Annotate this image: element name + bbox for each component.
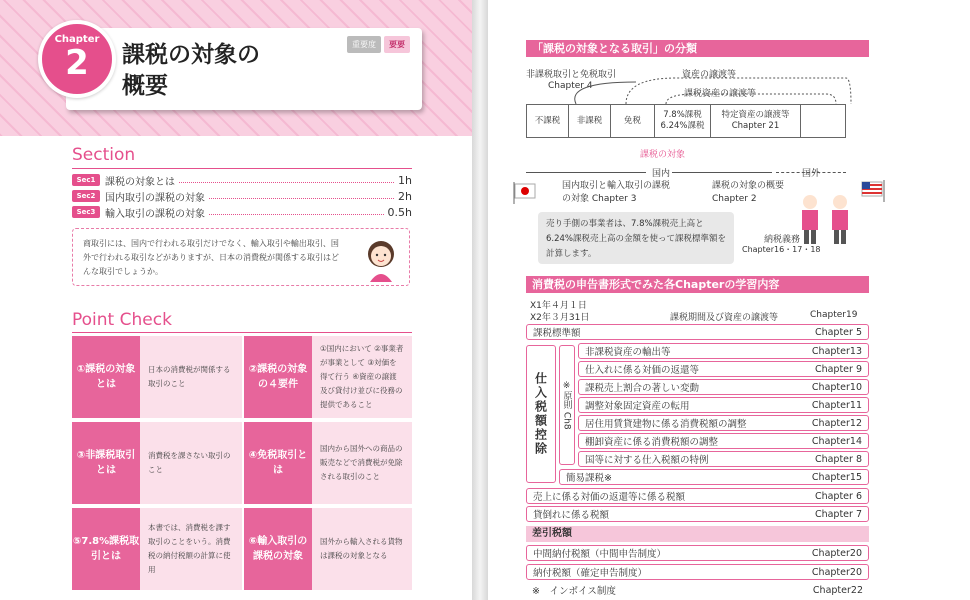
leader-line (209, 193, 394, 199)
section-tag: Sec3 (72, 206, 100, 218)
deducted-tax-heading: 差引税額 (526, 526, 869, 542)
label-domestic: 国内 (652, 169, 671, 179)
section-row (72, 172, 412, 188)
cell-blank (801, 105, 845, 137)
point-value: 国外から輸入される貨物は課税の対象となる (312, 508, 412, 590)
point-key: ④免税取引とは (244, 422, 312, 504)
row-label: 課税標準額 (533, 328, 581, 339)
japan-flag-icon (512, 182, 538, 204)
section-row (72, 188, 412, 204)
row-chapter: Chapter20 (811, 566, 862, 578)
row-chapter: Chapter10 (811, 381, 862, 393)
label-duty: 納税義務 (764, 235, 801, 245)
point-key: ②課税の対象の４要件 (244, 336, 312, 418)
row-chapter: Chapter 9 (814, 363, 862, 375)
label-ch4: Chapter 4 (548, 81, 593, 91)
row-interim (526, 545, 869, 561)
row-label: 非課税資産の輸出等 (585, 347, 671, 358)
row-chapter: Chapter 6 (814, 490, 862, 502)
row-chapter: Chapter14 (811, 435, 862, 447)
seller-note: 売り手側の事業者は、7.8%課税売上高と6.24%課税売上高の金額を使って課税標準額を計算します。 (538, 212, 734, 264)
classification-heading: 「課税の対象となる取引」の分類 (526, 40, 869, 57)
row-invoice (526, 582, 869, 598)
period-label: 課税期間及び資産の譲渡等 (670, 313, 779, 323)
row-label: ※ インボイス制度 (532, 586, 616, 597)
input-tax-credit-label: 仕入税額控除 (526, 345, 556, 483)
cell-nontaxable: 非課税 (569, 105, 611, 137)
chapter-number: 2 (65, 43, 89, 83)
cell-taxable-rates: 7.8%課税 6.24%課税 (655, 105, 711, 137)
label-taxable-transfer: 課税資産の譲渡等 (684, 89, 757, 99)
domestic-line-right (672, 172, 772, 173)
chapter-badge (38, 20, 116, 98)
period-chapter: Chapter19 (810, 310, 858, 320)
row-simplified (559, 469, 869, 485)
title-line-2: 概要 (122, 73, 168, 99)
row-state-special (578, 451, 869, 467)
section-divider (72, 168, 412, 169)
label-overview: 課税の対象の概要 Chapter 2 (712, 181, 785, 204)
cell-exempt: 免税 (611, 105, 655, 137)
row-inventory (578, 433, 869, 449)
point-value: 日本の消費税が関係する取引のこと (140, 336, 242, 418)
row-chapter: Chapter12 (811, 417, 862, 429)
girl-illustration-icon (360, 236, 402, 282)
learning-content-heading: 消費税の申告書形式でみた各Chapterの学習内容 (526, 276, 869, 293)
point-key: ①課税の対象とは (72, 336, 140, 418)
section-row (72, 204, 412, 220)
section-title: 国内取引の課税の対象 (105, 192, 205, 204)
row-label: 納付税額（確定申告制度） (533, 568, 648, 579)
row-chapter: Chapter11 (811, 399, 862, 411)
period-start-date: X1年４月１日 (530, 301, 587, 311)
title-box (66, 28, 422, 110)
row-purchase-return (578, 361, 869, 377)
row-chapter: Chapter15 (811, 471, 862, 483)
label-duty-chapters: Chapter16・17・18 (742, 245, 821, 254)
section-title: 課税の対象とは (105, 176, 175, 188)
row-chapter: Chapter 5 (814, 326, 862, 338)
section-tag: Sec2 (72, 190, 100, 202)
section-time: 2h (398, 189, 412, 203)
row-label: 課税売上割合の著しい変動 (585, 383, 700, 394)
row-label: 簡易課税※ (566, 473, 612, 484)
section-time: 0.5h (387, 205, 412, 219)
row-residential (578, 415, 869, 431)
row-chapter: Chapter22 (812, 584, 863, 596)
row-label: 調整対象固定資産の転用 (585, 401, 690, 412)
badge-gray: 重要度 (347, 36, 381, 53)
businesspeople-illustration-icon (792, 190, 862, 246)
period-end-date: X2年３月31日 (530, 313, 590, 323)
leader-line (179, 177, 394, 183)
section-heading: Section (72, 145, 136, 165)
label-exempt-free: 非課税取引と免税取引 (526, 70, 617, 80)
row-chapter: Chapter 7 (814, 508, 862, 520)
row-label: 売上に係る対価の返還等に係る税額 (533, 492, 686, 503)
point-check-heading: Point Check (72, 310, 172, 330)
row-label: 居住用賃貸建物に係る消費税額の調整 (585, 419, 747, 430)
bracket-lines (526, 74, 856, 108)
row-ratio-change (578, 379, 869, 395)
usa-flag-icon (860, 180, 886, 202)
chapter-label: Chapter (54, 34, 100, 45)
leader-line (209, 209, 384, 215)
title-line-1: 課税の対象の (122, 42, 260, 68)
row-final (526, 564, 869, 580)
classification-cells (526, 104, 846, 138)
label-taxable-object: 課税の対象 (640, 150, 686, 160)
point-check-grid (72, 336, 412, 594)
row-label: 棚卸資産に係る消費税額の調整 (585, 437, 719, 448)
abroad-line (776, 172, 846, 173)
row-export (578, 343, 869, 359)
row-sales-return (526, 488, 869, 504)
row-chapter: Chapter20 (811, 547, 862, 559)
row-fixed-asset (578, 397, 869, 413)
row-chapter: Chapter13 (811, 345, 862, 357)
left-page (0, 0, 472, 600)
label-abroad: 国外 (802, 169, 821, 179)
point-key: ③非課税取引とは (72, 422, 140, 504)
label-domestic-taxation: 国内取引と輸入取引の課税の対象 Chapter 3 (562, 181, 671, 204)
point-value: 消費税を課さない取引のこと (140, 422, 242, 504)
cell-nontaxable-out: 不課税 (527, 105, 569, 137)
section-time: 1h (398, 173, 412, 187)
point-check-divider (72, 332, 412, 333)
row-label: 貸倒れに係る税額 (533, 510, 610, 521)
domestic-line-left (526, 172, 646, 173)
badge-pink: 要要 (384, 36, 410, 53)
row-tax-base (526, 324, 869, 340)
importance-badges (347, 36, 410, 53)
point-value: ①国内において ②事業者が事業として ③対価を得て行う ④資産の譲渡及び貸付け並びに役務の提供であること (312, 336, 412, 418)
point-value: 本書では、消費税を課す取引のことをいう。消費税の納付税額の計算に使用 (140, 508, 242, 590)
section-tag: Sec1 (72, 174, 100, 186)
intro-box: 商取引には、国内で行われる取引だけでなく、輸入取引や輸出取引、国外で行われる取引などがありますが、日本の消費税が関係する取引はどんな取引でしょうか。 (72, 228, 410, 286)
section-title: 輸入取引の課税の対象 (105, 208, 205, 220)
row-bad-debt (526, 506, 869, 522)
label-transfer: 資産の譲渡等 (682, 70, 737, 80)
row-label: 中間納付税額（中間申告制度） (533, 549, 667, 560)
cell-specified-assets: 特定資産の譲渡等 Chapter 21 (711, 105, 801, 137)
row-label: 仕入れに係る対価の返還等 (585, 365, 700, 376)
point-key: ⑤7.8%課税取引とは (72, 508, 140, 590)
input-tax-credit-sub: ※原則 Ch8 (559, 345, 575, 465)
row-label: 国等に対する仕入税額の特例 (585, 455, 709, 466)
point-value: 国内から国外への商品の販売などで消費税が免除される取引のこと (312, 422, 412, 504)
book-gutter (472, 0, 488, 600)
chapter-title (122, 40, 260, 102)
point-key: ⑥輸入取引の課税の対象 (244, 508, 312, 590)
row-chapter: Chapter 8 (814, 453, 862, 465)
